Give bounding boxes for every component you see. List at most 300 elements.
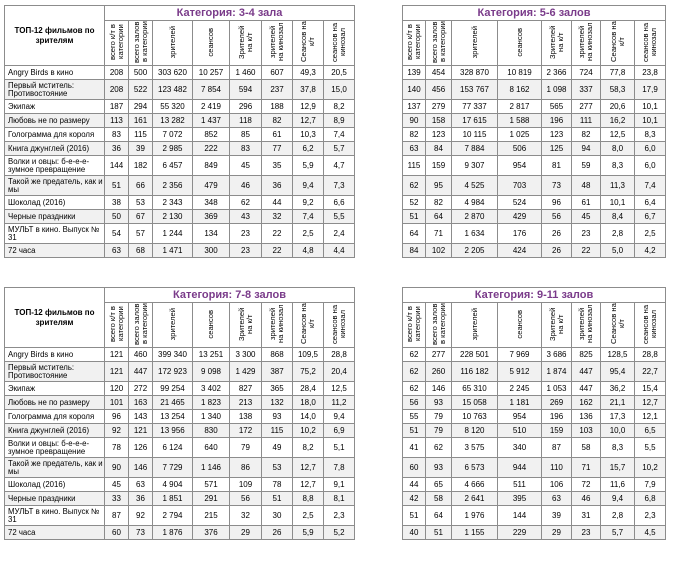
table-cell: 8,2 <box>324 100 355 114</box>
table-cell: 126 <box>129 438 153 458</box>
film-name: Первый мститель: Противостояние <box>5 80 105 100</box>
table-cell: 6,8 <box>635 492 666 506</box>
film-name: 72 часа <box>5 244 105 258</box>
table-cell: 143 <box>129 410 153 424</box>
table-cell: 67 <box>129 210 153 224</box>
table-cell: 13 254 <box>153 410 193 424</box>
table-cell: 92 <box>129 506 153 526</box>
table-cell: 2 817 <box>498 100 542 114</box>
table-cell: 11,3 <box>601 176 635 196</box>
table-cell: 6,7 <box>635 210 666 224</box>
table-cell: 63 <box>105 244 129 258</box>
table-cell: 340 <box>498 438 542 458</box>
table-cell: 8,3 <box>601 438 635 458</box>
table-cell: 83 <box>105 128 129 142</box>
table-cell: 5,5 <box>635 438 666 458</box>
table-cell: 18,0 <box>293 396 324 410</box>
table-cell: 64 <box>426 506 452 526</box>
column-header <box>426 303 452 348</box>
table-cell: 31 <box>572 506 601 526</box>
table-row <box>403 506 666 526</box>
table-cell: 23 <box>572 526 601 540</box>
table-cell: 10,1 <box>635 114 666 128</box>
table-cell: 57 <box>129 224 153 244</box>
table-cell: 79 <box>426 424 452 438</box>
column-header-label: зрителей <box>167 25 177 59</box>
table-cell: 103 <box>572 424 601 438</box>
table-cell: 115 <box>129 128 153 142</box>
table-cell: 5,7 <box>601 526 635 540</box>
table-cell: 10,2 <box>293 424 324 438</box>
table-cell: 153 767 <box>452 80 498 100</box>
table-cell: 146 <box>129 458 153 478</box>
table-row <box>403 66 666 80</box>
table-cell: 208 <box>105 66 129 80</box>
column-header <box>452 303 498 348</box>
table-cell: 51 <box>105 176 129 196</box>
table-cell: 365 <box>262 382 293 396</box>
table-row <box>5 176 355 196</box>
table-cell: 5,2 <box>324 526 355 540</box>
table-cell: 7 969 <box>498 348 542 362</box>
table-cell: 86 <box>230 458 262 478</box>
table-cell: 4 984 <box>452 196 498 210</box>
column-header-label: Сеансов на к/т <box>299 303 316 345</box>
table-cell: 6,2 <box>293 142 324 156</box>
column-header-label: сеансов на кинозал <box>330 22 347 62</box>
table-cell: 48 <box>572 176 601 196</box>
column-header-label: всего залов в категории <box>429 21 447 63</box>
table-cell: 13 251 <box>193 348 230 362</box>
table-cell: 109 <box>230 478 262 492</box>
table-cell: 93 <box>426 458 452 478</box>
column-header-label: зрителей <box>469 25 479 59</box>
table-cell: 51 <box>426 526 452 540</box>
data-table <box>4 5 355 258</box>
table-cell: 7,8 <box>324 458 355 478</box>
table-cell: 222 <box>193 142 230 156</box>
column-header <box>230 21 262 66</box>
table-cell: 106 <box>542 478 572 492</box>
table-cell: 56 <box>230 492 262 506</box>
film-name: Такой же предатель, как и мы <box>5 176 105 196</box>
table-cell: 15,7 <box>601 458 635 478</box>
table-cell: 524 <box>498 196 542 210</box>
table-cell: 123 482 <box>153 80 193 100</box>
column-header-label: всего к/т в категории <box>405 24 422 60</box>
table-cell: 94 <box>572 142 601 156</box>
table-row <box>5 156 355 176</box>
column-header <box>498 21 542 66</box>
table-cell: 2 356 <box>153 176 193 196</box>
column-header-label: Сеансов на к/т <box>299 21 316 63</box>
table-cell: 172 923 <box>153 362 193 382</box>
table-cell: 32 <box>262 210 293 224</box>
table-cell: 399 340 <box>153 348 193 362</box>
table-cell: 11,6 <box>601 478 635 492</box>
table-cell: 8 120 <box>452 424 498 438</box>
table-cell: 4,2 <box>635 244 666 258</box>
table-cell: 1 155 <box>452 526 498 540</box>
table-cell: 28,8 <box>324 348 355 362</box>
table-cell: 78 <box>262 478 293 492</box>
table-cell: 101 <box>105 396 129 410</box>
table-row <box>403 478 666 492</box>
data-table <box>4 287 355 540</box>
table-cell: 4,5 <box>635 526 666 540</box>
table-cell: 5,5 <box>324 210 355 224</box>
table-cell: 58 <box>426 492 452 506</box>
table-cell: 23 <box>230 244 262 258</box>
table-cell: 159 <box>542 424 572 438</box>
table-cell: 176 <box>498 224 542 244</box>
table-cell: 87 <box>105 506 129 526</box>
table-row <box>5 492 355 506</box>
table-cell: 6 573 <box>452 458 498 478</box>
table-cell: 77 337 <box>452 100 498 114</box>
table-cell: 82 <box>403 128 426 142</box>
table-cell: 29 <box>542 526 572 540</box>
table-cell: 7 729 <box>153 458 193 478</box>
table-9-11 <box>402 287 666 540</box>
film-name: Экипаж <box>5 100 105 114</box>
table-cell: 161 <box>129 114 153 128</box>
table-cell: 93 <box>262 410 293 424</box>
table-cell: 21,1 <box>601 396 635 410</box>
table-cell: 460 <box>129 348 153 362</box>
table-cell: 348 <box>193 196 230 210</box>
table-cell: 144 <box>498 506 542 526</box>
table-cell: 3 402 <box>193 382 230 396</box>
table-cell: 2 245 <box>498 382 542 396</box>
table-cell: 45 <box>230 156 262 176</box>
table-row <box>403 100 666 114</box>
table-cell: 291 <box>193 492 230 506</box>
column-header-label: всего залов в категории <box>131 303 149 345</box>
table-row <box>403 438 666 458</box>
table-cell: 81 <box>542 156 572 176</box>
table-cell: 8,8 <box>293 492 324 506</box>
film-name: Голограмма для короля <box>5 410 105 424</box>
table-cell: 300 <box>193 244 230 258</box>
table-cell: 62 <box>403 348 426 362</box>
table-cell: 163 <box>129 396 153 410</box>
table-cell: 38 <box>105 196 129 210</box>
table-cell: 8,0 <box>601 142 635 156</box>
column-header-label: Зрителей на к/т <box>236 25 254 59</box>
column-header <box>105 21 129 66</box>
table-cell: 454 <box>426 66 452 80</box>
table-cell: 96 <box>542 196 572 210</box>
table-cell: 825 <box>572 348 601 362</box>
table-cell: 447 <box>572 362 601 382</box>
table-cell: 21 465 <box>153 396 193 410</box>
table-cell: 15,4 <box>635 382 666 396</box>
table-row <box>5 526 355 540</box>
column-header <box>572 303 601 348</box>
column-header <box>262 303 293 348</box>
table-cell: 5,0 <box>601 244 635 258</box>
data-table <box>402 287 666 540</box>
table-cell: 73 <box>129 526 153 540</box>
table-cell: 1 429 <box>230 362 262 382</box>
table-cell: 9,4 <box>324 410 355 424</box>
table-row <box>403 210 666 224</box>
table-cell: 6,6 <box>324 196 355 210</box>
table-cell: 2,3 <box>324 506 355 526</box>
table-7-8 <box>4 287 355 540</box>
table-cell: 7 072 <box>153 128 193 142</box>
table-row <box>403 176 666 196</box>
column-header-label: зрителей на кинозал <box>577 22 594 62</box>
table-cell: 72 <box>572 478 601 492</box>
table-cell: 77 <box>262 142 293 156</box>
column-header <box>403 303 426 348</box>
table-cell: 187 <box>105 100 129 114</box>
table-cell: 1 976 <box>452 506 498 526</box>
table-cell: 110 <box>542 458 572 478</box>
column-header-label: сеансов <box>514 309 524 339</box>
table-cell: 5,7 <box>324 142 355 156</box>
table-cell: 49,3 <box>293 66 324 80</box>
table-cell: 196 <box>542 114 572 128</box>
data-table <box>402 5 666 258</box>
table-cell: 12,7 <box>293 478 324 492</box>
film-name: Черные праздники <box>5 492 105 506</box>
table-cell: 269 <box>542 396 572 410</box>
table-cell: 93 <box>426 396 452 410</box>
table-cell: 39 <box>129 142 153 156</box>
table-cell: 32 <box>230 506 262 526</box>
table-cell: 26 <box>542 244 572 258</box>
table-cell: 2,5 <box>293 224 324 244</box>
film-name: Голограмма для короля <box>5 128 105 142</box>
film-name: Первый мститель: Противостояние <box>5 362 105 382</box>
table-cell: 29 <box>230 526 262 540</box>
table-cell: 12,5 <box>601 128 635 142</box>
table-cell: 26 <box>262 526 293 540</box>
table-cell: 868 <box>262 348 293 362</box>
table-cell: 1 876 <box>153 526 193 540</box>
table-cell: 510 <box>498 424 542 438</box>
table-cell: 39 <box>542 506 572 526</box>
table-cell: 10,0 <box>601 424 635 438</box>
table-cell: 10 763 <box>452 410 498 424</box>
table-title: ТОП-12 фильмов по зрителям <box>5 6 105 66</box>
column-header <box>542 21 572 66</box>
film-name: МУЛЬТ в кино. Выпуск № 31 <box>5 506 105 526</box>
table-cell: 954 <box>498 156 542 176</box>
table-row <box>403 382 666 396</box>
table-cell: 10 115 <box>452 128 498 142</box>
table-cell: 37,8 <box>293 80 324 100</box>
table-cell: 8,1 <box>324 492 355 506</box>
table-cell: 10 819 <box>498 66 542 80</box>
column-header <box>452 21 498 66</box>
category-title: Категория: 5-6 залов <box>403 6 666 21</box>
category-title: Категория: 3-4 зала <box>105 6 355 21</box>
column-header-label: сеансов на кинозал <box>330 304 347 344</box>
table-cell: 7,3 <box>324 176 355 196</box>
table-cell: 23 <box>572 224 601 244</box>
table-cell: 5 912 <box>498 362 542 382</box>
column-header-label: зрителей <box>469 307 479 341</box>
table-row <box>403 156 666 176</box>
column-header <box>293 303 324 348</box>
table-cell: 852 <box>193 128 230 142</box>
table-cell: 10,2 <box>635 458 666 478</box>
table-cell: 40 <box>403 526 426 540</box>
table-cell: 146 <box>426 382 452 396</box>
table-cell: 95,4 <box>601 362 635 382</box>
column-header-label: всего залов в категории <box>429 303 447 345</box>
table-cell: 84 <box>426 142 452 156</box>
column-header-label: Зрителей на к/т <box>547 307 565 341</box>
table-cell: 1 874 <box>542 362 572 382</box>
category-title: Категория: 7-8 залов <box>105 288 355 303</box>
table-cell: 1 053 <box>542 382 572 396</box>
table-row <box>5 224 355 244</box>
table-cell: 41 <box>403 438 426 458</box>
table-row <box>403 526 666 540</box>
table-cell: 116 182 <box>452 362 498 382</box>
table-cell: 849 <box>193 156 230 176</box>
table-cell: 45 <box>105 478 129 492</box>
table-cell: 33 <box>105 492 129 506</box>
table-row <box>403 492 666 506</box>
table-cell: 36 <box>105 142 129 156</box>
table-cell: 64 <box>426 210 452 224</box>
table-row <box>5 382 355 396</box>
table-cell: 79 <box>230 438 262 458</box>
column-header-label: сеансов <box>206 27 215 57</box>
table-cell: 43 <box>230 210 262 224</box>
table-cell: 121 <box>105 348 129 362</box>
table-cell: 2,4 <box>324 224 355 244</box>
table-cell: 120 <box>105 382 129 396</box>
table-cell: 20,4 <box>324 362 355 382</box>
table-cell: 954 <box>498 410 542 424</box>
table-row <box>5 244 355 258</box>
table-cell: 52 <box>403 196 426 210</box>
table-cell: 53 <box>129 196 153 210</box>
table-row <box>403 410 666 424</box>
table-cell: 9,4 <box>601 492 635 506</box>
table-cell: 703 <box>498 176 542 196</box>
table-cell: 51 <box>403 210 426 224</box>
table-cell: 12,5 <box>324 382 355 396</box>
table-cell: 4,7 <box>324 156 355 176</box>
column-header-label: сеансов <box>514 27 524 57</box>
table-cell: 188 <box>262 100 293 114</box>
table-cell: 2 205 <box>452 244 498 258</box>
table-cell: 279 <box>426 100 452 114</box>
table-cell: 58 <box>572 438 601 458</box>
table-cell: 121 <box>129 424 153 438</box>
column-header-label: зрителей на кинозал <box>268 304 285 344</box>
table-cell: 607 <box>262 66 293 80</box>
table-cell: 1 025 <box>498 128 542 142</box>
table-cell: 71 <box>426 224 452 244</box>
table-cell: 10 257 <box>193 66 230 80</box>
column-header-label: зрителей <box>167 307 177 341</box>
table-cell: 83 <box>230 142 262 156</box>
table-cell: 8,2 <box>293 438 324 458</box>
table-cell: 500 <box>129 66 153 80</box>
table-cell: 172 <box>230 424 262 438</box>
table-row <box>403 114 666 128</box>
table-cell: 28,4 <box>293 382 324 396</box>
table-cell: 54 <box>105 224 129 244</box>
table-cell: 6 457 <box>153 156 193 176</box>
table-row <box>5 438 355 458</box>
table-cell: 4 904 <box>153 478 193 492</box>
table-cell: 10,1 <box>635 100 666 114</box>
film-name: Книга джунглей (2016) <box>5 142 105 156</box>
table-cell: 65 <box>426 478 452 492</box>
table-row <box>5 142 355 156</box>
table-cell: 8,3 <box>601 156 635 176</box>
table-cell: 58,3 <box>601 80 635 100</box>
table-cell: 337 <box>572 80 601 100</box>
table-cell: 9,2 <box>293 196 324 210</box>
table-cell: 22,7 <box>635 362 666 382</box>
table-cell: 87 <box>542 438 572 458</box>
table-cell: 12,1 <box>635 410 666 424</box>
table-cell: 13 282 <box>153 114 193 128</box>
table-cell: 13 956 <box>153 424 193 438</box>
table-cell: 6,9 <box>324 424 355 438</box>
table-cell: 36 <box>262 176 293 196</box>
table-cell: 213 <box>230 396 262 410</box>
table-row <box>403 80 666 100</box>
table-cell: 62 <box>426 438 452 458</box>
table-row <box>5 100 355 114</box>
table-row <box>5 424 355 438</box>
table-cell: 14,0 <box>293 410 324 424</box>
table-cell: 12,7 <box>293 458 324 478</box>
column-header <box>153 303 193 348</box>
table-cell: 1 146 <box>193 458 230 478</box>
column-header <box>230 303 262 348</box>
table-cell: 1 471 <box>153 244 193 258</box>
table-cell: 62 <box>403 382 426 396</box>
column-header <box>262 21 293 66</box>
table-cell: 99 254 <box>153 382 193 396</box>
table-cell: 62 <box>403 362 426 382</box>
table-cell: 56 <box>542 210 572 224</box>
table-cell: 26 <box>542 224 572 244</box>
table-cell: 1 437 <box>193 114 230 128</box>
table-cell: 15,0 <box>324 80 355 100</box>
table-cell: 1 460 <box>230 66 262 80</box>
table-5-6 <box>402 5 666 258</box>
table-cell: 102 <box>426 244 452 258</box>
table-cell: 6,0 <box>635 156 666 176</box>
table-row <box>403 396 666 410</box>
table-cell: 109,5 <box>293 348 324 362</box>
table-cell: 123 <box>426 128 452 142</box>
film-name: Книга джунглей (2016) <box>5 424 105 438</box>
table-cell: 73 <box>542 176 572 196</box>
table-cell: 137 <box>403 100 426 114</box>
table-cell: 2 985 <box>153 142 193 156</box>
table-cell: 571 <box>193 478 230 492</box>
table-cell: 277 <box>572 100 601 114</box>
table-cell: 294 <box>129 100 153 114</box>
table-cell: 12,7 <box>293 114 324 128</box>
table-cell: 44 <box>262 196 293 210</box>
